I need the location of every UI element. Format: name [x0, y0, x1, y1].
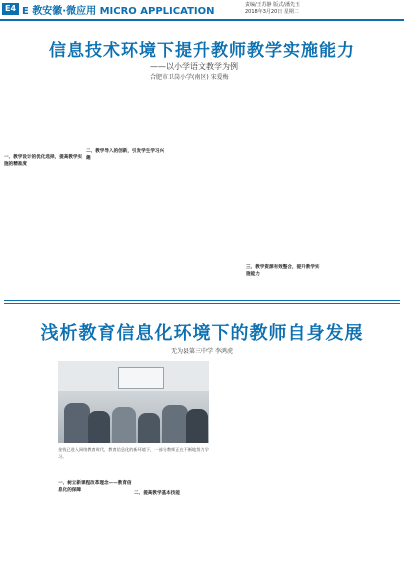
photo-person	[138, 413, 160, 443]
section-title: E 教安徽·微应用 MICRO APPLICATION	[22, 6, 215, 17]
divider-line	[4, 300, 400, 301]
section-code: E4	[2, 3, 19, 15]
article2-col3	[134, 456, 210, 580]
editor-info	[245, 2, 300, 16]
issue-date: 2018年3月20日 星期二	[245, 9, 299, 15]
layout-editor: 版式/潘先玉	[273, 2, 300, 8]
article2-heading1: 一、树立新课程改革理念——教育信息化的保障	[58, 481, 132, 493]
photo-projector-screen	[118, 367, 164, 389]
photo-person	[64, 403, 90, 443]
photo-person	[162, 405, 188, 443]
article1-subtitle: ——以小学语文教学为例	[150, 62, 238, 71]
photo-person	[112, 407, 136, 443]
article1-col4	[246, 82, 320, 296]
article1-col1	[4, 82, 84, 296]
article1-heading1: 一、教学设计的优化选择，提高教学实施的精准度	[4, 155, 83, 167]
article1-col2	[86, 82, 166, 296]
divider-line-2	[4, 303, 400, 304]
article2-title: 浅析教育信息化环境下的教师自身发展	[40, 323, 364, 344]
photo-person	[88, 411, 110, 443]
photo-caption: 金钱已进入网络教育时代，教育信息化的新环境下，一部分教师正在不断地努力学习。	[58, 447, 209, 459]
article1-heading2: 二、教学导入的创新，引发学生学习兴趣	[86, 149, 165, 161]
classroom-photo	[58, 361, 209, 443]
article1-heading3: 三、教学资源有效整合，提升教学实施能力	[246, 265, 320, 277]
page-header	[0, 0, 404, 20]
header-rule	[0, 19, 404, 21]
article1-author: 合肥市卫岗小学(南区) 宋爱梅	[150, 74, 229, 81]
editor: 责编/王苏静	[245, 2, 272, 8]
article2-author: 无为县第三中学 李鸿虎	[171, 348, 233, 355]
photo-person	[186, 409, 208, 443]
article2-col2	[58, 456, 132, 580]
article1-title: 信息技术环境下提升教师教学实施能力	[49, 41, 355, 61]
article2-heading2: 二、提高教学基本技能	[134, 491, 180, 496]
